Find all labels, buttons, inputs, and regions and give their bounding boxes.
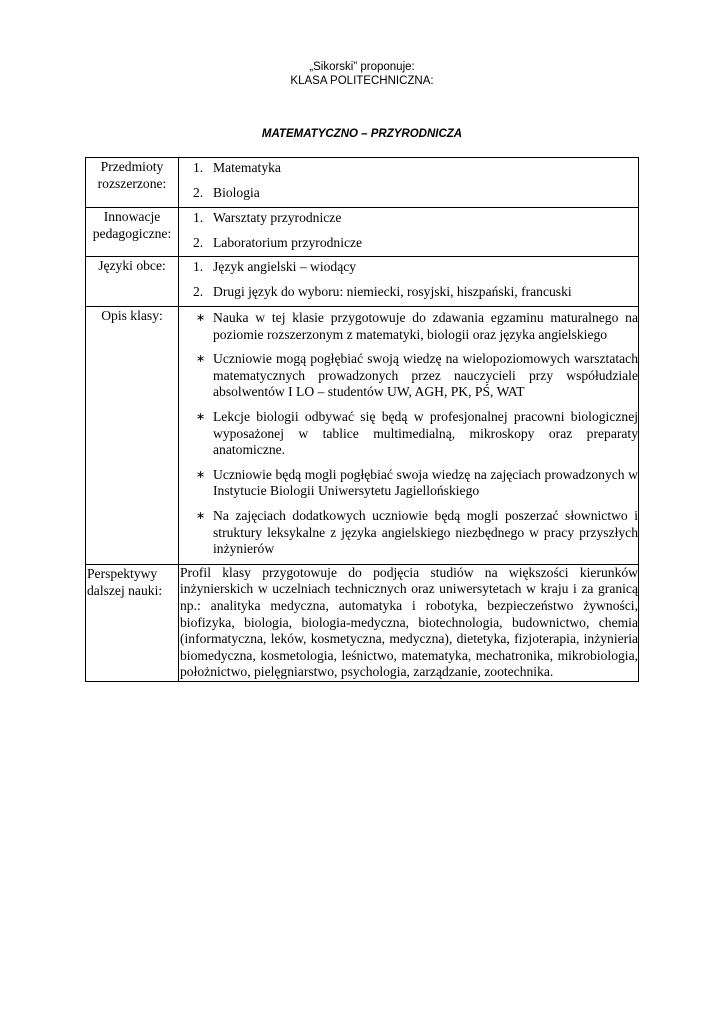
list-item — [179, 209, 638, 226]
content-perspektywy — [179, 564, 639, 681]
asterisk-bullet-icon: ∗ — [196, 352, 206, 366]
row-jezyki — [86, 257, 639, 307]
class-description-table — [85, 157, 639, 682]
list-item — [179, 467, 638, 500]
asterisk-bullet-icon: ∗ — [196, 508, 206, 522]
item-text: Lekcje biologii odbywać się będą w profesjonalnej pracowni biologicznej wyposażonej w tablice multimedialną, mikroskopy oraz preparaty anatomiczne. — [213, 408, 638, 458]
list-item — [179, 351, 638, 401]
label-innowacje-line-2: pedagogiczne: — [92, 226, 172, 241]
label-perspektywy — [86, 564, 179, 681]
list-item — [179, 258, 638, 275]
item-number: 1. — [193, 259, 204, 274]
item-text: Uczniowie mogą pogłębiać swoją wiedzę na wielopoziomowych warsztatach matematycznych prowadzonych przez nauczycieli przy współudziale absolwentów I LO – studentów UW, AGH, PK, PŚ, WAT — [213, 351, 638, 400]
list-item — [179, 283, 638, 300]
content-jezyki — [179, 257, 639, 307]
content-przedmioty — [179, 158, 639, 208]
item-text: Matematyka — [213, 160, 281, 175]
label-jezyki — [86, 257, 179, 307]
item-text: Język angielski – wiodący — [213, 259, 357, 274]
jezyki-list — [179, 257, 638, 306]
list-item — [179, 310, 638, 343]
item-text: Biologia — [213, 185, 260, 200]
row-innowacje — [86, 208, 639, 257]
content-opis — [179, 307, 639, 565]
innowacje-list — [179, 208, 638, 256]
header-line-1: „Sikorski” proponuje: — [309, 61, 415, 73]
asterisk-bullet-icon: ∗ — [196, 311, 206, 324]
asterisk-bullet-icon: ∗ — [196, 409, 206, 423]
item-text: Na zajęciach dodatkowych uczniowie będą mogli poszerzać słownictwo i struktury leksykalne z języka angielskiego niezbędnego w pracy przyszłych inżynierów — [213, 507, 638, 557]
list-item — [179, 234, 638, 251]
item-number: 1. — [193, 210, 204, 225]
list-item — [179, 508, 638, 558]
item-number: 2. — [193, 185, 204, 200]
item-text: Uczniowie będą mogli pogłębiać swoja wiedzę na zajęciach prowadzonych w Instytucie Biologii Uniwersytetu Jagiellońskiego — [213, 466, 638, 499]
label-przedmioty-line-1: Przedmioty — [100, 159, 164, 174]
perspektywy-text: Profil klasy przygotowuje do podjęcia studiów na większości kierunków inżynierskich w uczelniach technicznych oraz uniwersytetach w kraju i za granicą np.: analityka medyczna, automatyka i robotyka, bezpieczeństwo żywności, biofizyka, biologia, biologia-medyczna, biotechnologia, budownictwo, chemia (informatyczna, leków, kosmetyczna, medyczna), dietetyka, fizjoterapia, inżynieria biomedyczna, kosmetologia, leśnictwo, matematyka, mechatronika, mikrobiologia, położnictwo, pielęgniarstwo, psychologia, zarządzanie, zootechnika. — [180, 564, 638, 680]
row-przedmioty — [86, 158, 639, 208]
label-innowacje-line-1: Innowacje — [103, 209, 161, 224]
label-opis-text: Opis klasy: — [101, 308, 163, 323]
opis-bullet-list — [179, 307, 638, 564]
row-opis — [86, 307, 639, 565]
label-innowacje — [86, 208, 179, 257]
list-item — [179, 159, 638, 176]
label-jezyki-text: Języki obce: — [98, 258, 166, 273]
list-item — [179, 409, 638, 459]
label-przedmioty-line-2: rozszerzone: — [97, 176, 167, 191]
label-przedmioty — [86, 158, 179, 208]
class-profile-title: MATEMATYCZNO – PRZYRODNICZA — [261, 128, 463, 140]
label-perspektywy-line-2: dalszej nauki: — [87, 582, 163, 598]
item-text: Laboratorium przyrodnicze — [213, 235, 363, 250]
label-perspektywy-line-1: Perspektywy — [87, 565, 158, 581]
item-number: 1. — [193, 160, 204, 175]
item-text: Drugi język do wyboru: niemiecki, rosyjski, hiszpański, francuski — [213, 284, 572, 299]
label-opis — [86, 307, 179, 565]
przedmioty-list — [179, 158, 638, 207]
item-text: Warsztaty przyrodnicze — [213, 210, 342, 225]
content-innowacje — [179, 208, 639, 257]
asterisk-bullet-icon: ∗ — [196, 467, 206, 481]
header-line-2: KLASA POLITECHNICZNA: — [290, 75, 434, 87]
list-item — [179, 184, 638, 201]
item-number: 2. — [193, 235, 204, 250]
row-perspektywy — [86, 564, 639, 681]
item-number: 2. — [193, 284, 204, 299]
item-text: Nauka w tej klasie przygotowuje do zdawania egzaminu maturalnego na poziomie rozszerzonym z matematyki, biologii oraz języka angielskiego — [213, 310, 638, 342]
